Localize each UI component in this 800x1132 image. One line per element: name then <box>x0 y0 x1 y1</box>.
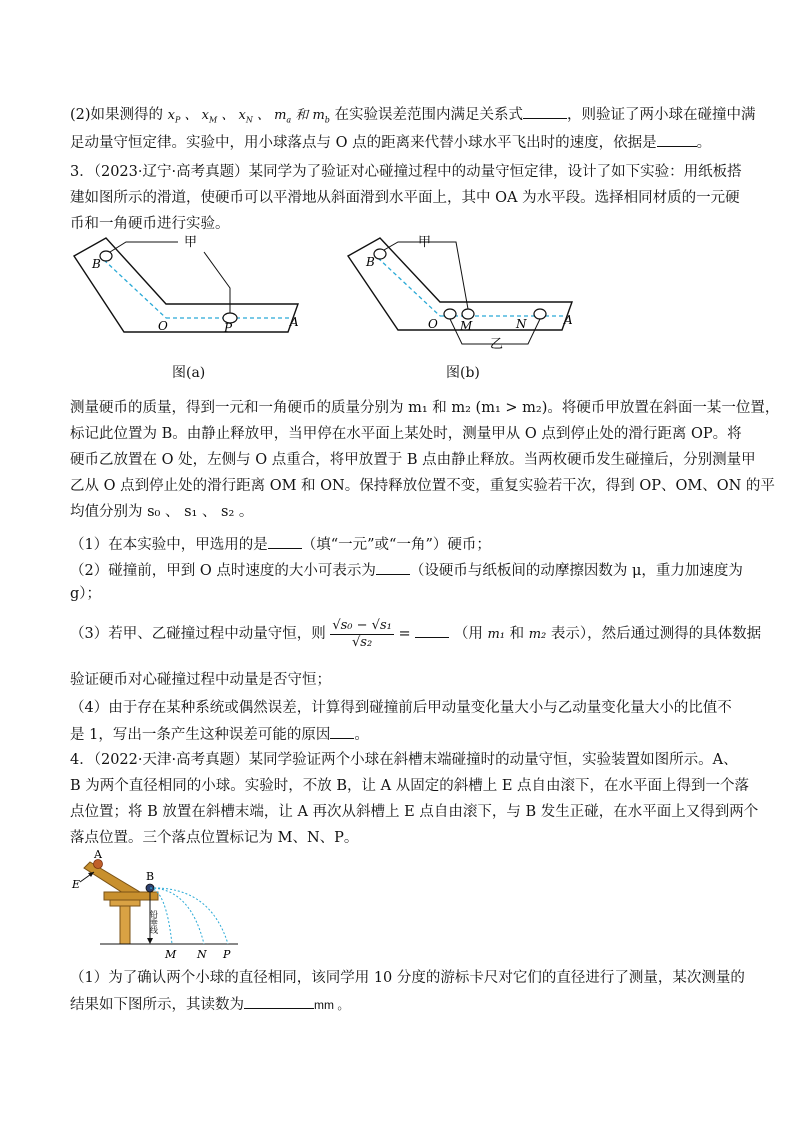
fig-a-caption: 图(a) <box>172 365 206 381</box>
label-plumb: 铅垂线 <box>149 910 159 934</box>
q3-body-5: 均值分别为 s₀ 、 s₁ 、 s₂ 。 <box>70 504 254 520</box>
figure-q4 <box>70 848 250 961</box>
label-M: M <box>460 319 473 333</box>
figure-a <box>70 232 310 352</box>
label-N: N <box>197 948 207 961</box>
label-A: A <box>290 315 299 329</box>
label-B: B <box>146 870 155 883</box>
q3-sub-1: （1）在本实验中，甲选用的是 （填“一元”或“一角”）硬币； <box>70 534 491 555</box>
q3-sub-2-line-2: g）； <box>70 586 102 602</box>
q3-body-2: 标记此位置为 B。由静止释放甲，当甲停在水平面上某处时，测量甲从 O 点到停止处的滑行距离 OP。将 <box>70 426 742 442</box>
answer-blank[interactable] <box>415 623 449 638</box>
q2-line-2: 足动量守恒定律。实验中，用小球落点与 O 点的距离来代替小球水平飞出时的速度，依据是 。 <box>70 132 711 153</box>
q4-intro-1: 4．（2022·天津·高考真题）某同学验证两个小球在斜槽末端碰撞时的动量守恒，实验装置如图所示。A、 <box>70 752 738 768</box>
q3-body-1: 测量硬币的质量，得到一元和一角硬币的质量分别为 m₁ 和 m₂ (m₁ > m₂)。将硬币甲放置在斜面一某一位置， <box>70 400 780 416</box>
label-O: O <box>428 317 438 331</box>
q3-sub-2: （2）碰撞前，甲到 O 点时速度的大小可表示为 （设硬币与纸板间的动摩擦因数为 μ，重力加速度为 <box>70 560 743 581</box>
answer-blank[interactable] <box>523 104 567 119</box>
q4-intro-2: B 为两个直径相同的小球。实验时，不放 B，让 A 从固定的斜槽上 E 点自由滚下，在水平面上得到一个落 <box>70 778 750 794</box>
answer-blank[interactable] <box>376 560 410 575</box>
label-B: B <box>366 255 375 269</box>
label-N: N <box>516 317 527 331</box>
q4-intro-4: 落点位置。三个落点位置标记为 M、N、P。 <box>70 830 359 846</box>
answer-blank[interactable] <box>657 132 697 147</box>
label-jia: 甲 <box>418 235 432 250</box>
q3-body-4: 乙从 O 点到停止处的滑行距离 OM 和 ON。保持释放位置不变，重复实验若干次，得到 OP、OM、ON 的平 <box>70 478 775 494</box>
label-A: A <box>564 313 573 327</box>
q3-sub-3-line-2: 验证硬币对心碰撞过程中动量是否守恒； <box>70 672 331 688</box>
answer-blank[interactable] <box>330 724 354 739</box>
q4-sub-1-line-2: 结果如下图所示，其读数为 mm 。 <box>70 994 349 1015</box>
label-jia: 甲 <box>184 235 198 250</box>
q3-intro-2: 建如图所示的滑道，使硬币可以平滑地从斜面滑到水平面上，其中 OA 为水平段。选择相同材质的一元硬 <box>70 190 740 206</box>
label-P: P <box>223 948 231 961</box>
math-vars: $x_P$ 、 $x_M$ 、 $x_N$ 、 $m_a$ 和 $m_b$ <box>167 108 330 125</box>
label-O: O <box>158 319 168 333</box>
answer-blank[interactable] <box>244 994 314 1009</box>
label-M: M <box>165 948 177 961</box>
fig-b-caption: 图(b) <box>446 365 480 381</box>
q3-intro-3: 币和一角硬币进行实验。 <box>70 216 230 232</box>
q3-body-3: 硬币乙放置在 O 处，左侧与 O 点重合，将甲放置于 B 点由静止释放。当两枚硬币发生碰撞后，分别测量甲 <box>70 452 756 468</box>
answer-blank[interactable] <box>268 534 302 549</box>
label-E: E <box>72 878 81 891</box>
q4-intro-3: 点位置；将 B 放置在斜槽末端，让 A 再次从斜槽上 E 点自由滚下，与 B 发生正碰，在水平面上又得到两个 <box>70 804 759 820</box>
label-B: B <box>92 257 101 271</box>
fraction: $\frac{\text{√s₀ − √s₁}}{\text{√s₂}}$ <box>332 617 392 650</box>
label-A: A <box>94 848 102 861</box>
q3-sub-4: （4）由于存在某种系统或偶然误差，计算得到碰撞前后甲动量变化量大小与乙动量变化量大小的比值不 <box>70 700 732 716</box>
figure-b <box>344 232 584 352</box>
label-P: P <box>224 321 233 335</box>
q3-sub-4-line-2: 是 1，写出一条产生这种误差可能的原因 。 <box>70 724 369 745</box>
label-yi: 乙 <box>490 337 504 352</box>
q2-line-1: (2)如果测得的 $x_P$ 、 $x_M$ 、 $x_N$ 、 $m_a$ 和 $m_b$ 在实验误差范围内满足关系式 ，则验证了两小球在碰撞中满 <box>70 104 756 131</box>
q3-intro-1: 3．（2023·辽宁·高考真题）某同学为了验证对心碰撞过程中的动量守恒定律，设计了如下实验：用纸板搭 <box>70 164 742 180</box>
q3-sub-3: （3）若甲、乙碰撞过程中动量守恒，则 $\frac{\text{√s₀ − √s₁}}{\text{√s₂}}$ = （用 m₁ 和 m₂ 表示），然后通过测得的具体数据 <box>70 617 762 650</box>
q4-sub-1: （1）为了确认两个小球的直径相同，该同学用 10 分度的游标卡尺对它们的直径进行了测量，某次测量的 <box>70 970 745 986</box>
